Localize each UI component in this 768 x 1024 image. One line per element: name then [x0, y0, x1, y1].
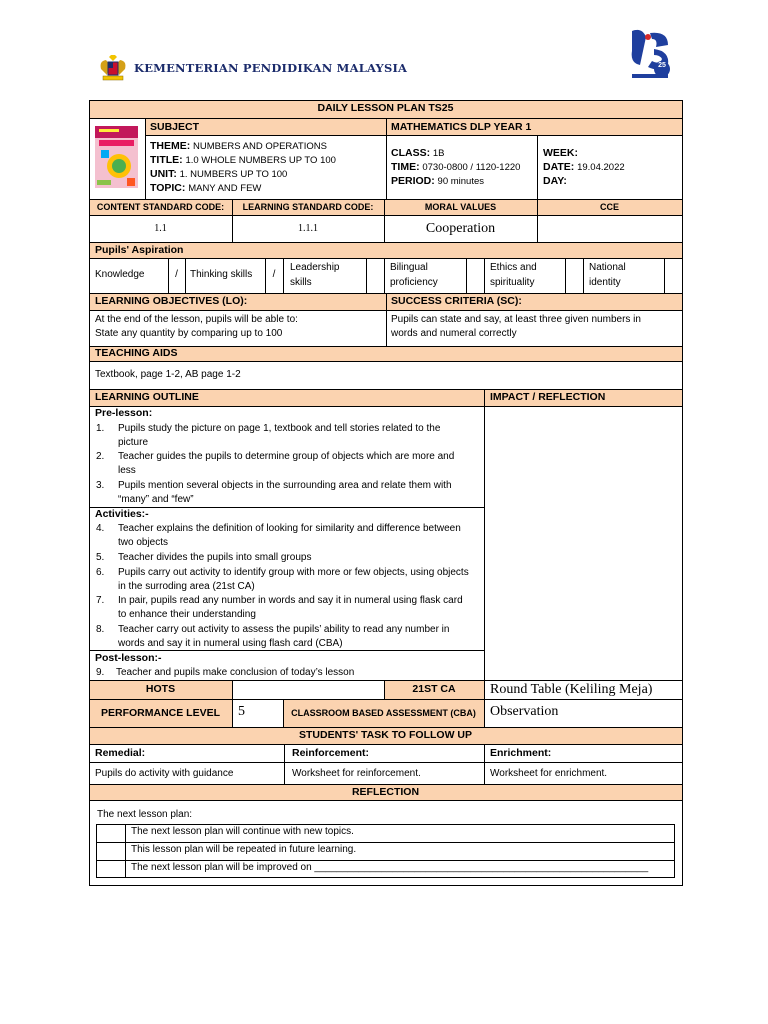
hots-label: HOTS [145, 683, 176, 695]
cba-value: Observation [490, 704, 559, 719]
aspiration-thinking-mark: / [272, 269, 276, 280]
list-item: 4. Teacher explains the definition of looking for similarity and difference between two objects [96, 523, 461, 548]
class-value: 1B [432, 148, 445, 159]
aspiration-knowledge-mark: / [175, 269, 178, 280]
unit-value: 1. NUMBERS UP TO 100 [179, 169, 288, 180]
post-lesson-label: Post-lesson:- [95, 652, 162, 664]
unit-label: UNIT: [150, 168, 177, 180]
moral-values-label: MORAL VALUES [424, 202, 497, 212]
learning-objectives-label: LEARNING OBJECTIVES (LO): [95, 295, 248, 307]
cba-label: CLASSROOM BASED ASSESSMENT (CBA) [291, 708, 476, 718]
list-item: 3. Pupils mention several objects in the surrounding area and relate them with “many” and “few” [96, 480, 452, 505]
option-continue-text: The next lesson plan will continue with new topics. [131, 826, 354, 837]
followup-label: STUDENTS' TASK TO FOLLOW UP [298, 729, 473, 741]
remedial-label: Remedial: [95, 747, 146, 759]
period-label: PERIOD: [391, 175, 435, 187]
next-plan-label: The next lesson plan: [97, 809, 193, 820]
lo-line-2: State any quantity by comparing up to 100 [95, 328, 283, 339]
ministry-crest-icon [97, 55, 129, 83]
content-standard-value: 1.1 [154, 223, 167, 234]
reflection-label: REFLECTION [351, 786, 420, 798]
topic-label: TOPIC: [150, 182, 186, 194]
ca21-value: Round Table (Keliling Meja) [490, 682, 653, 697]
title-label: TITLE: [150, 154, 183, 166]
list-item: 7. In pair, pupils read any number in words and say it in numeral using flask card to enhance their understanding [96, 595, 463, 620]
list-item: 8. Teacher carry out activity to assess the pupils’ ability to read any number in words and say it in numeral using flash card (CBA) [96, 624, 450, 649]
aspiration-bilingual-l2: proficiency [390, 277, 438, 288]
content-standard-label: CONTENT STANDARD CODE: [96, 202, 225, 212]
reinforcement-value: Worksheet for reinforcement. [292, 768, 421, 779]
date-value: 19.04.2022 [577, 162, 625, 173]
option-improve-text: The next lesson plan will be improved on ____________________________________________________________ [131, 862, 649, 873]
remedial-value: Pupils do activity with guidance [95, 768, 234, 779]
title-value: 1.0 WHOLE NUMBERS UP TO 100 [185, 155, 336, 166]
ts25-badge-number: 25 [658, 62, 666, 69]
aspiration-thinking: Thinking skills [190, 269, 253, 280]
aspiration-leadership-l2: skills [290, 277, 312, 288]
aspiration-national-l2: identity [589, 277, 621, 288]
theme-value: NUMBERS AND OPERATIONS [193, 141, 327, 152]
teaching-aids-label: TEACHING AIDS [95, 347, 178, 359]
aspiration-leadership-l1: Leadership [290, 262, 340, 273]
time-label: TIME: [391, 161, 420, 173]
subject-value: MATHEMATICS DLP YEAR 1 [391, 121, 532, 133]
learning-standard-value: 1.1.1 [298, 223, 318, 234]
list-item: 5. Teacher divides the pupils into small groups [96, 552, 312, 563]
learning-outline-label: LEARNING OUTLINE [95, 391, 199, 403]
ministry-name: KEMENTERIAN PENDIDIKAN MALAYSIA [134, 61, 408, 75]
aspiration-ethics-l2: spirituality [490, 277, 535, 288]
option-checkbox-improve[interactable] [97, 861, 125, 877]
performance-level-label: PERFORMANCE LEVEL [100, 707, 220, 719]
sc-line-2: words and numeral correctly [391, 328, 517, 339]
lo-line-1: At the end of the lesson, pupils will be able to: [95, 314, 298, 325]
topic-value: MANY AND FEW [188, 183, 262, 194]
moral-values-value: Cooperation [425, 221, 496, 236]
list-item: 1. Pupils study the picture on page 1, textbook and tell stories related to the picture [96, 423, 441, 448]
textbook-cover-image [95, 126, 138, 188]
theme-label: THEME: [150, 140, 191, 152]
activities-label: Activities:- [95, 508, 149, 520]
period-value: 90 minutes [437, 176, 485, 187]
time-value: 0730-0800 / 1120-1220 [422, 162, 521, 173]
aspiration-national-l1: National [589, 262, 626, 273]
day-label: DAY: [543, 175, 567, 187]
aspiration-bilingual-l1: Bilingual [390, 262, 428, 273]
reinforcement-label: Reinforcement: [292, 747, 370, 759]
cce-label: CCE [599, 202, 619, 212]
class-label: CLASS: [391, 147, 431, 159]
success-criteria-label: SUCCESS CRITERIA (SC): [391, 295, 522, 307]
impact-reflection-label: IMPACT / REFLECTION [490, 391, 606, 403]
date-label: DATE: [543, 161, 575, 173]
sc-line-1: Pupils can state and say, at least three given numbers in [391, 314, 641, 325]
learning-standard-label: LEARNING STANDARD CODE: [242, 202, 374, 212]
aspiration-label: Pupils' Aspiration [95, 244, 184, 256]
plan-title: DAILY LESSON PLAN TS25 [317, 102, 454, 114]
week-label: WEEK: [543, 147, 578, 159]
aspiration-ethics-l1: Ethics and [490, 262, 537, 273]
ts25-logo [624, 25, 676, 82]
option-checkbox-continue[interactable] [97, 825, 125, 842]
performance-level-value: 5 [238, 704, 245, 719]
subject-label: SUBJECT [150, 121, 200, 133]
option-repeat-text: This lesson plan will be repeated in future learning. [131, 844, 357, 855]
pre-lesson-label: Pre-lesson: [95, 407, 153, 419]
ca21-label: 21ST CA [412, 683, 456, 695]
list-item: 2. Teacher guides the pupils to determine group of objects which are more and less [96, 451, 455, 476]
option-checkbox-repeat[interactable] [97, 843, 125, 860]
list-item: 6. Pupils carry out activity to identify group with more or few objects, using objects in the surroding area (21st CA) [96, 567, 469, 592]
enrichment-label: Enrichment: [490, 747, 552, 759]
list-item: 9. Teacher and pupils make conclusion of today’s lesson [96, 667, 355, 678]
aspiration-knowledge: Knowledge [95, 269, 145, 280]
teaching-aids-value: Textbook, page 1-2, AB page 1-2 [95, 369, 241, 380]
enrichment-value: Worksheet for enrichment. [490, 768, 608, 779]
